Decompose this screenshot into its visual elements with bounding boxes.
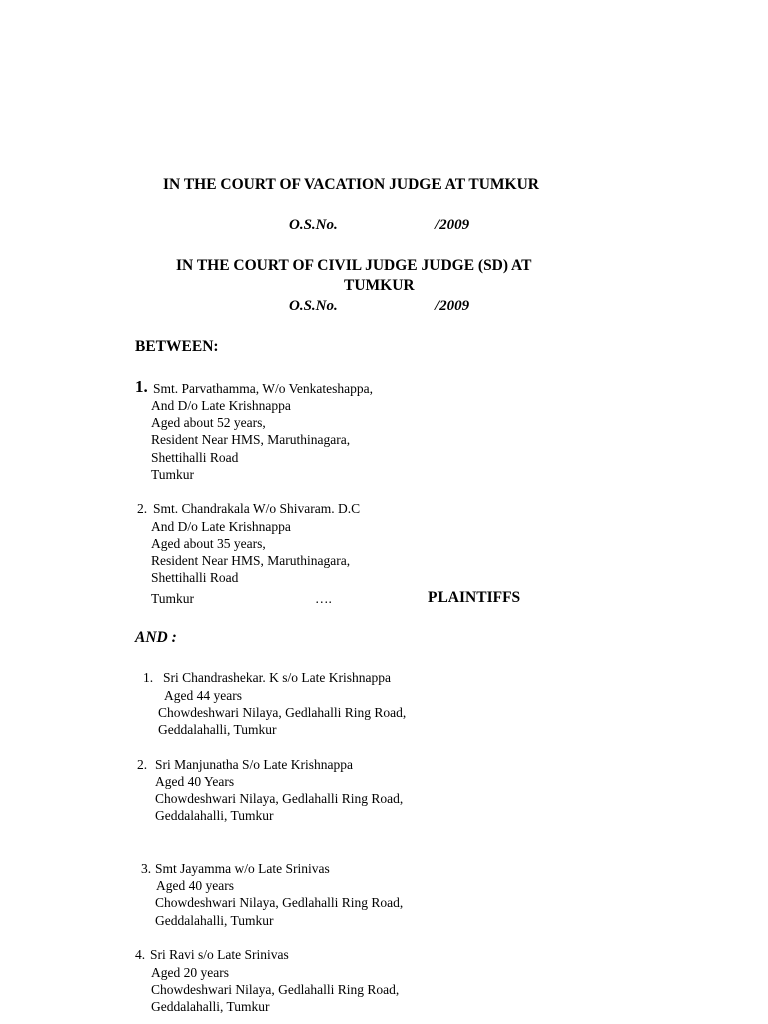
defendant-line: Chowdeshwari Nilaya, Gedlahalli Ring Road, [155, 791, 404, 806]
plaintiffs-label: PLAINTIFFS [428, 589, 521, 606]
between-label: BETWEEN: [135, 338, 219, 355]
plaintiff-line: Shettihalli Road [151, 450, 239, 465]
defendant-line: Aged 40 years [156, 878, 234, 893]
defendant-line: Geddalahalli, Tumkur [158, 722, 277, 737]
plaintiff-line: Smt. Parvathamma, W/o Venkateshappa, [153, 381, 373, 396]
plaintiff-line: Aged about 52 years, [151, 415, 266, 430]
defendant-line: Chowdeshwari Nilaya, Gedlahalli Ring Road, [158, 705, 407, 720]
plaintiff-number: 2. [137, 501, 148, 516]
plaintiff-number: 1. [135, 377, 148, 396]
defendant-line: Smt Jayamma w/o Late Srinivas [155, 861, 330, 876]
dots-leader: …. [315, 591, 332, 606]
defendant-line: Sri Manjunatha S/o Late Krishnappa [155, 757, 353, 772]
defendant-number: 3. [141, 861, 152, 876]
plaintiff-line: Smt. Chandrakala W/o Shivaram. D.C [153, 501, 361, 516]
defendant-number: 4. [135, 947, 146, 962]
defendant-line: Chowdeshwari Nilaya, Gedlahalli Ring Road, [155, 895, 404, 910]
defendant-line: Sri Chandrashekar. K s/o Late Krishnappa [163, 670, 391, 685]
court-title-civil-line1: IN THE COURT OF CIVIL JUDGE JUDGE (SD) AT [176, 257, 532, 274]
plaintiff-line: Resident Near HMS, Maruthinagara, [151, 553, 351, 568]
plaintiff-line: Tumkur [151, 591, 195, 606]
plaintiff-line: Tumkur [151, 467, 195, 482]
defendant-line: Aged 20 years [151, 965, 229, 980]
defendant-line: Geddalahalli, Tumkur [155, 913, 274, 928]
and-label: AND : [135, 629, 177, 646]
os-number-year: /2009 [435, 298, 470, 314]
defendant-line: Chowdeshwari Nilaya, Gedlahalli Ring Road, [151, 982, 400, 997]
os-number-label: O.S.No. [289, 298, 338, 314]
plaintiff-line: And D/o Late Krishnappa [151, 519, 291, 534]
defendant-line: Aged 44 years [164, 688, 242, 703]
os-number-label: O.S.No. [289, 217, 338, 233]
plaintiff-line: Shettihalli Road [151, 570, 239, 585]
defendant-line: Sri Ravi s/o Late Srinivas [150, 947, 289, 962]
os-number-year: /2009 [435, 217, 470, 233]
plaintiff-line: And D/o Late Krishnappa [151, 398, 291, 413]
court-title-vacation: IN THE COURT OF VACATION JUDGE AT TUMKUR [163, 176, 539, 193]
plaintiff-line: Resident Near HMS, Maruthinagara, [151, 432, 351, 447]
defendant-number: 1. [143, 670, 154, 685]
court-title-civil-line2: TUMKUR [344, 277, 415, 294]
plaintiff-line: Aged about 35 years, [151, 536, 266, 551]
defendant-line: Geddalahalli, Tumkur [155, 808, 274, 823]
defendant-number: 2. [137, 757, 148, 772]
defendant-line: Aged 40 Years [155, 774, 235, 789]
defendant-line: Geddalahalli, Tumkur [151, 999, 270, 1014]
